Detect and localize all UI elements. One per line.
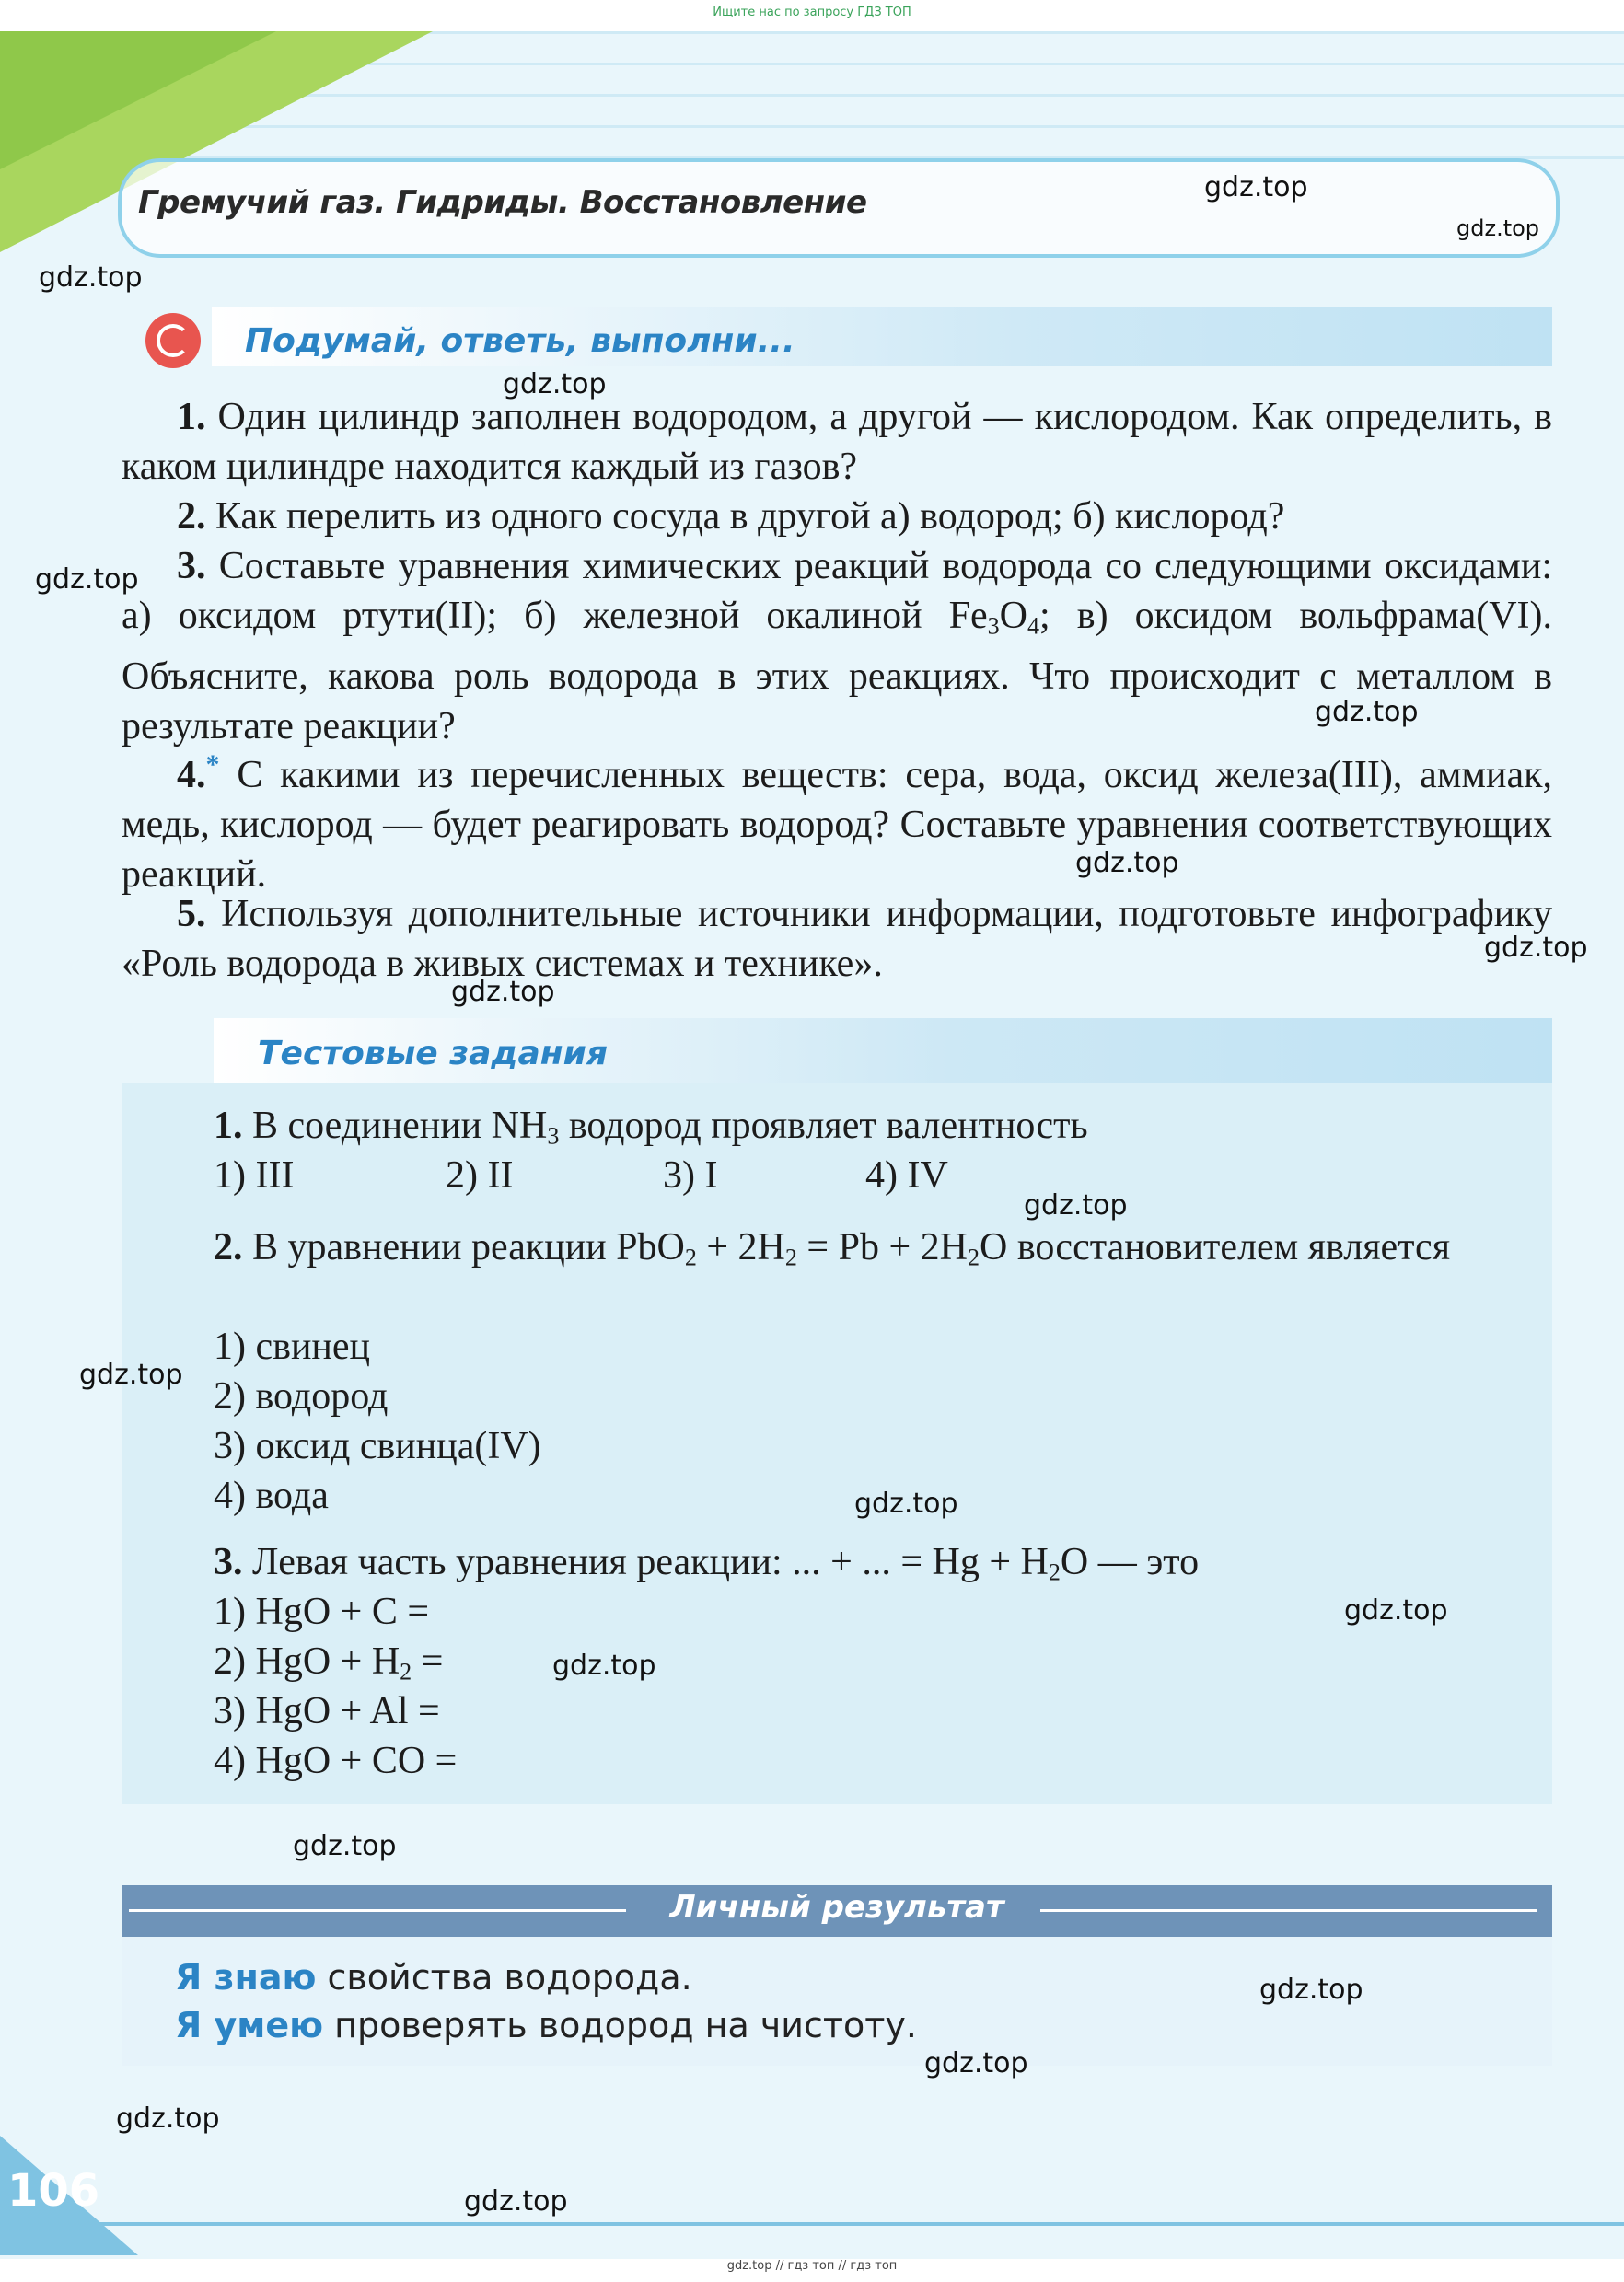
question-5 <box>122 889 1552 989</box>
test-3-option-3: 3) HgO + Al = <box>214 1690 440 1732</box>
test-number: 2. <box>214 1226 243 1268</box>
subscript: 2 <box>967 1244 980 1271</box>
test-text: O — это <box>1060 1541 1200 1583</box>
question-number: 1. <box>177 396 206 438</box>
watermark: gdz.top <box>552 1650 656 1682</box>
question-number: 2. <box>177 495 206 538</box>
page-number: 106 <box>7 2165 100 2217</box>
watermark: gdz.top <box>1484 932 1588 964</box>
question-text: С какими из перечисленных веществ: сера, вода, оксид железа(III), аммиак, медь, кислород — будет реагировать водород? Составьте уравнения соответствующих реакций. <box>122 754 1552 896</box>
test-2 <box>214 1222 1521 1283</box>
result-text: свойства водорода. <box>316 1957 692 1998</box>
watermark: gdz.top <box>116 2102 220 2135</box>
test-text: В соединении NH <box>252 1105 548 1147</box>
tests-title: Тестовые задания <box>258 1035 608 1072</box>
question-number: 5. <box>177 893 206 935</box>
section-title: Гремучий газ. Гидриды. Восстановление <box>138 184 867 221</box>
footer-note: gdz.top // гдз топ // гдз топ <box>726 2259 898 2273</box>
question-4 <box>122 740 1552 899</box>
watermark: gdz.top <box>1024 1189 1128 1222</box>
test-2-option-2: 2) водород <box>214 1375 389 1418</box>
test-2-option-1: 1) свинец <box>214 1326 371 1368</box>
result-title: Личный результат <box>669 1889 1004 1926</box>
watermark: gdz.top <box>1344 1594 1448 1627</box>
watermark: gdz.top <box>854 1488 958 1520</box>
question-number: 4. <box>177 754 206 796</box>
watermark: gdz.top <box>1259 1974 1363 2006</box>
watermark: gdz.top <box>1315 696 1419 728</box>
watermark: gdz.top <box>293 1830 397 1862</box>
subscript: 2 <box>400 1658 412 1685</box>
result-key: Я умею <box>175 2005 324 2045</box>
test-1-option-3: 3) I <box>663 1154 718 1197</box>
question-text: Используя дополнительные источники информации, подготовьте инфографику «Роль водорода в живых системах и технике». <box>122 893 1553 985</box>
test-number: 1. <box>214 1105 243 1147</box>
top-note: Ищите нас по запросу ГДЗ ТОП <box>713 6 911 19</box>
question-2 <box>122 492 1552 541</box>
option-text: 2) HgO + H <box>214 1640 400 1683</box>
subscript: 3 <box>547 1122 560 1150</box>
question-number: 3. <box>177 545 206 587</box>
subscript: 2 <box>1048 1558 1061 1586</box>
test-3-option-4: 4) HgO + CO = <box>214 1740 458 1782</box>
star-mark: * <box>205 749 220 780</box>
watermark: gdz.top <box>1204 171 1308 203</box>
question-text: Один цилиндр заполнен водородом, а другой — кислородом. Как определить, в каком цилиндре находится каждый из газов? <box>122 396 1552 488</box>
green-corner-decoration-inner <box>0 31 276 169</box>
test-text: = Pb + 2H <box>796 1226 968 1268</box>
test-1-option-1: 1) III <box>214 1154 295 1197</box>
think-title: Подумай, ответь, выполни... <box>245 322 795 360</box>
watermark: gdz.top <box>35 563 139 596</box>
test-text: В уравнении реакции PbO <box>252 1226 685 1268</box>
test-1 <box>214 1101 1088 1162</box>
watermark: gdz.top <box>1075 847 1179 879</box>
watermark: gdz.top <box>79 1359 183 1391</box>
watermark: gdz.top <box>464 2185 568 2218</box>
subscript: 4 <box>1027 612 1040 640</box>
test-1-option-2: 2) II <box>446 1154 514 1197</box>
watermark: gdz.top <box>1456 215 1540 241</box>
watermark: gdz.top <box>39 261 143 294</box>
option-text: = <box>412 1640 444 1683</box>
test-text: Левая часть уравнения реакции: ... + ... = Hg + H <box>252 1541 1049 1583</box>
subscript: 3 <box>987 612 1000 640</box>
result-line-1 <box>175 1957 692 1998</box>
test-number: 3. <box>214 1541 243 1583</box>
test-3-option-1: 1) HgO + C = <box>214 1591 430 1633</box>
question-text: O <box>999 595 1027 637</box>
watermark: gdz.top <box>503 368 607 400</box>
watermark: gdz.top <box>924 2047 1028 2079</box>
refresh-icon-arrow <box>157 324 190 357</box>
question-text: Составьте уравнения химических реакций водорода со следующими оксидами: а) оксидом ртути(II); б) железной окалиной Fe <box>122 545 1552 637</box>
watermark: gdz.top <box>451 976 555 1008</box>
question-text: Как перелить из одного сосуда в другой а) водород; б) кислород? <box>215 495 1285 538</box>
test-text: + 2H <box>696 1226 785 1268</box>
question-1 <box>122 392 1552 492</box>
question-text: ; в) оксидом вольфрама(VI). Объясните, какова роль водорода в этих реакциях. Что происходит с металлом в результате реакции? <box>122 595 1553 747</box>
test-2-option-3: 3) оксид свинца(IV) <box>214 1425 541 1467</box>
test-2-option-4: 4) вода <box>214 1475 329 1517</box>
test-text: водород проявляет валентность <box>559 1105 1088 1147</box>
result-text: проверять водород на чистоту. <box>323 2005 917 2045</box>
subscript: 2 <box>684 1244 697 1271</box>
test-1-option-4: 4) IV <box>865 1154 948 1197</box>
subscript: 2 <box>784 1244 797 1271</box>
result-key: Я знаю <box>175 1957 317 1998</box>
result-line-2 <box>175 2005 917 2045</box>
test-text: O восстановителем является <box>980 1226 1451 1268</box>
bottom-rule <box>0 2222 1624 2226</box>
